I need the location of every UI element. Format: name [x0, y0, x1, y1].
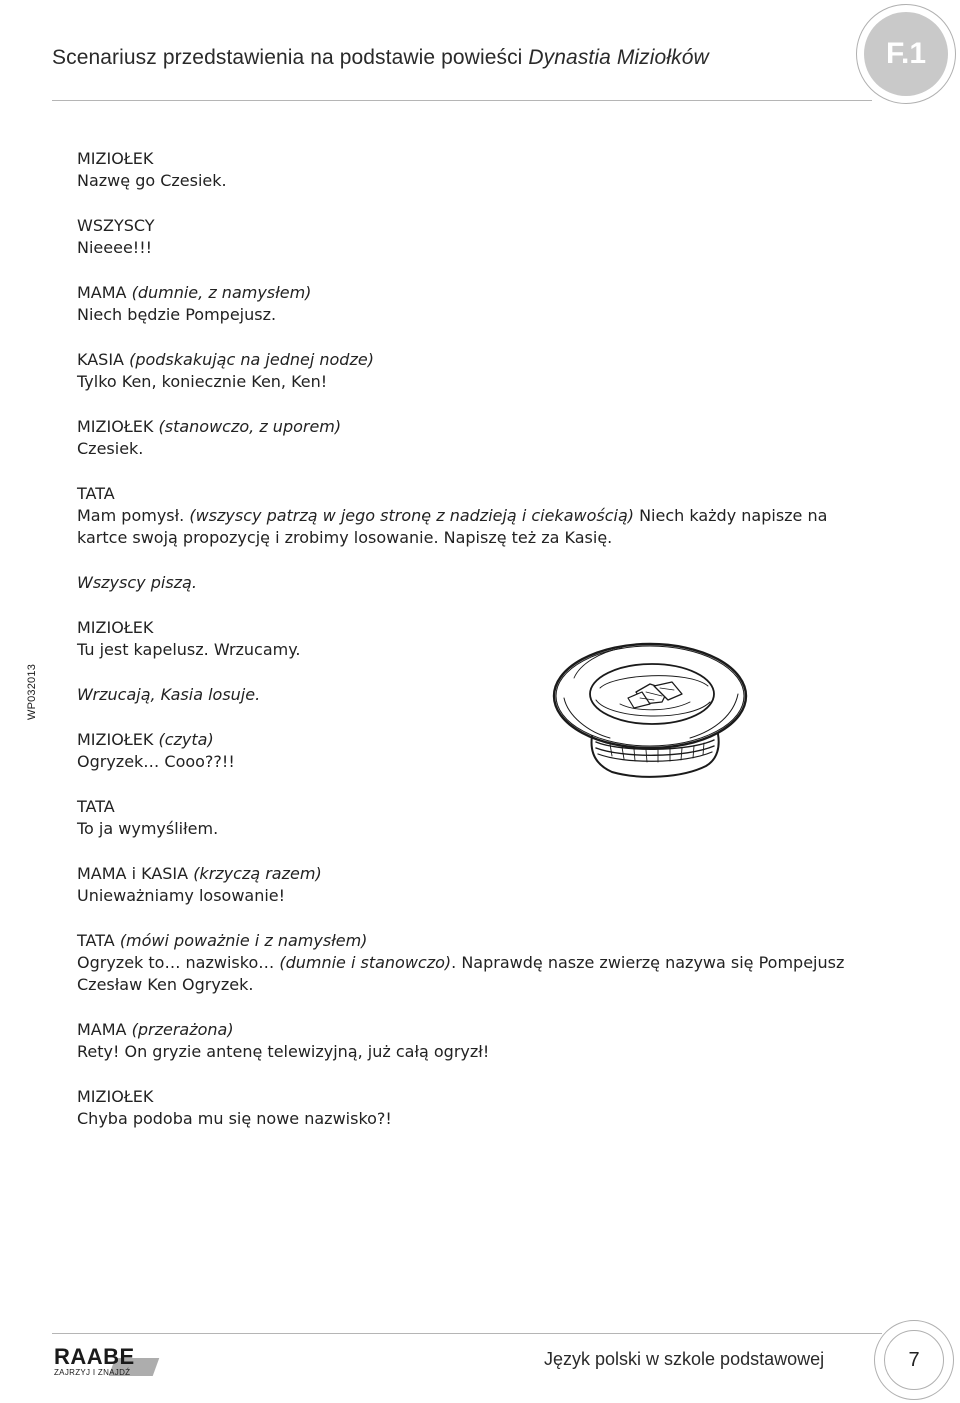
script-block [77, 349, 867, 393]
stage-direction: Wrzucają, Kasia losuje. [77, 685, 261, 704]
script-block [77, 1019, 867, 1063]
page-header-title [52, 46, 709, 70]
script-block [77, 282, 867, 326]
stage-direction: (dumnie i stanowczo) [279, 953, 452, 972]
dialogue-line: Mam pomysł. [77, 506, 190, 525]
dialogue-line: Tu jest kapelusz. Wrzucamy. [77, 640, 301, 659]
page-number: 7 [908, 1348, 920, 1371]
speaker: KASIA [77, 350, 124, 369]
script-block [77, 863, 867, 907]
dialogue-line: Rety! On gryzie antenę telewizyjną, już całą ogryzł! [77, 1042, 490, 1061]
dialogue-line: Nazwę go Czesiek. [77, 171, 227, 190]
stage-direction: (wszyscy patrzą w jego stronę z nadzieją i ciekawością) [189, 506, 634, 525]
dialogue-line: Ogryzek to… nazwisko… [77, 953, 280, 972]
script-block [77, 1086, 867, 1130]
footer-subject: Język polski w szkole podstawowej [544, 1349, 825, 1369]
script-block [77, 930, 867, 996]
section-label: F.1 [885, 37, 927, 70]
footer-divider [52, 1333, 882, 1334]
stage-direction: (przerażona) [131, 1020, 234, 1039]
speaker: TATA [77, 931, 115, 950]
script-block [77, 572, 867, 594]
script-block [77, 215, 867, 259]
dialogue-line: Nieeee!!! [77, 238, 153, 257]
script-block [77, 416, 867, 460]
header-book-title: Dynastia Miziołków [528, 46, 709, 69]
document-code: WP032013 [26, 663, 39, 721]
stage-direction: Wszyscy piszą. [77, 573, 197, 592]
section-badge [852, 0, 960, 108]
dialogue-line: To ja wymyśliłem. [77, 819, 219, 838]
dialogue-line: Chyba podoba mu się nowe nazwisko?! [77, 1109, 392, 1128]
dialogue-line: Niech będzie Pompejusz. [77, 305, 277, 324]
speaker: MIZIOŁEK [77, 618, 154, 637]
logo-tagline: ZAJRZYJ I ZNAJDŹ [54, 1368, 131, 1377]
script-block [77, 148, 867, 192]
speaker: TATA [77, 797, 115, 816]
stage-direction: (czyta) [158, 730, 214, 749]
header-title-prefix: Scenariusz przedstawienia na podstawie powieści [52, 46, 529, 69]
speaker: WSZYSCY [77, 216, 155, 235]
stage-direction: (dumnie, z namysłem) [131, 283, 312, 302]
logo-text: RAABE [54, 1344, 135, 1369]
header-divider [52, 100, 872, 101]
speaker: MAMA i KASIA [77, 864, 189, 883]
dialogue-line: Niech każdy napisze na kartce swoją propozycję i zrobimy losowanie. Napiszę też za Kasię. [77, 506, 828, 547]
stage-direction: (mówi poważnie i z namysłem) [119, 931, 368, 950]
speaker: MIZIOŁEK [77, 417, 154, 436]
publisher-logo [54, 1344, 154, 1378]
speaker: MIZIOŁEK [77, 1087, 154, 1106]
dialogue-line: Unieważniamy losowanie! [77, 886, 286, 905]
dialogue-line: . Naprawdę nasze zwierzę nazywa się Pompejusz Czesław Ken Ogryzek. [77, 953, 845, 994]
stage-direction: (krzyczą razem) [193, 864, 322, 883]
speaker: MAMA [77, 283, 127, 302]
dialogue-line: Czesiek. [77, 439, 144, 458]
script-block [77, 796, 867, 840]
stage-direction: (podskakując na jednej nodze) [129, 350, 374, 369]
dialogue-paragraph [77, 505, 867, 549]
dialogue-paragraph [77, 952, 867, 996]
dialogue-line: Ogryzek… Cooo??!! [77, 752, 235, 771]
speaker: MIZIOŁEK [77, 730, 154, 749]
speaker: MIZIOŁEK [77, 149, 154, 168]
page-number-badge [872, 1318, 956, 1402]
dialogue-line: Tylko Ken, koniecznie Ken, Ken! [77, 372, 328, 391]
hat-with-paper-slips-icon [550, 628, 750, 778]
stage-direction: (stanowczo, z uporem) [158, 417, 342, 436]
speaker: MAMA [77, 1020, 127, 1039]
speaker: TATA [77, 484, 115, 503]
script-block [77, 483, 867, 549]
